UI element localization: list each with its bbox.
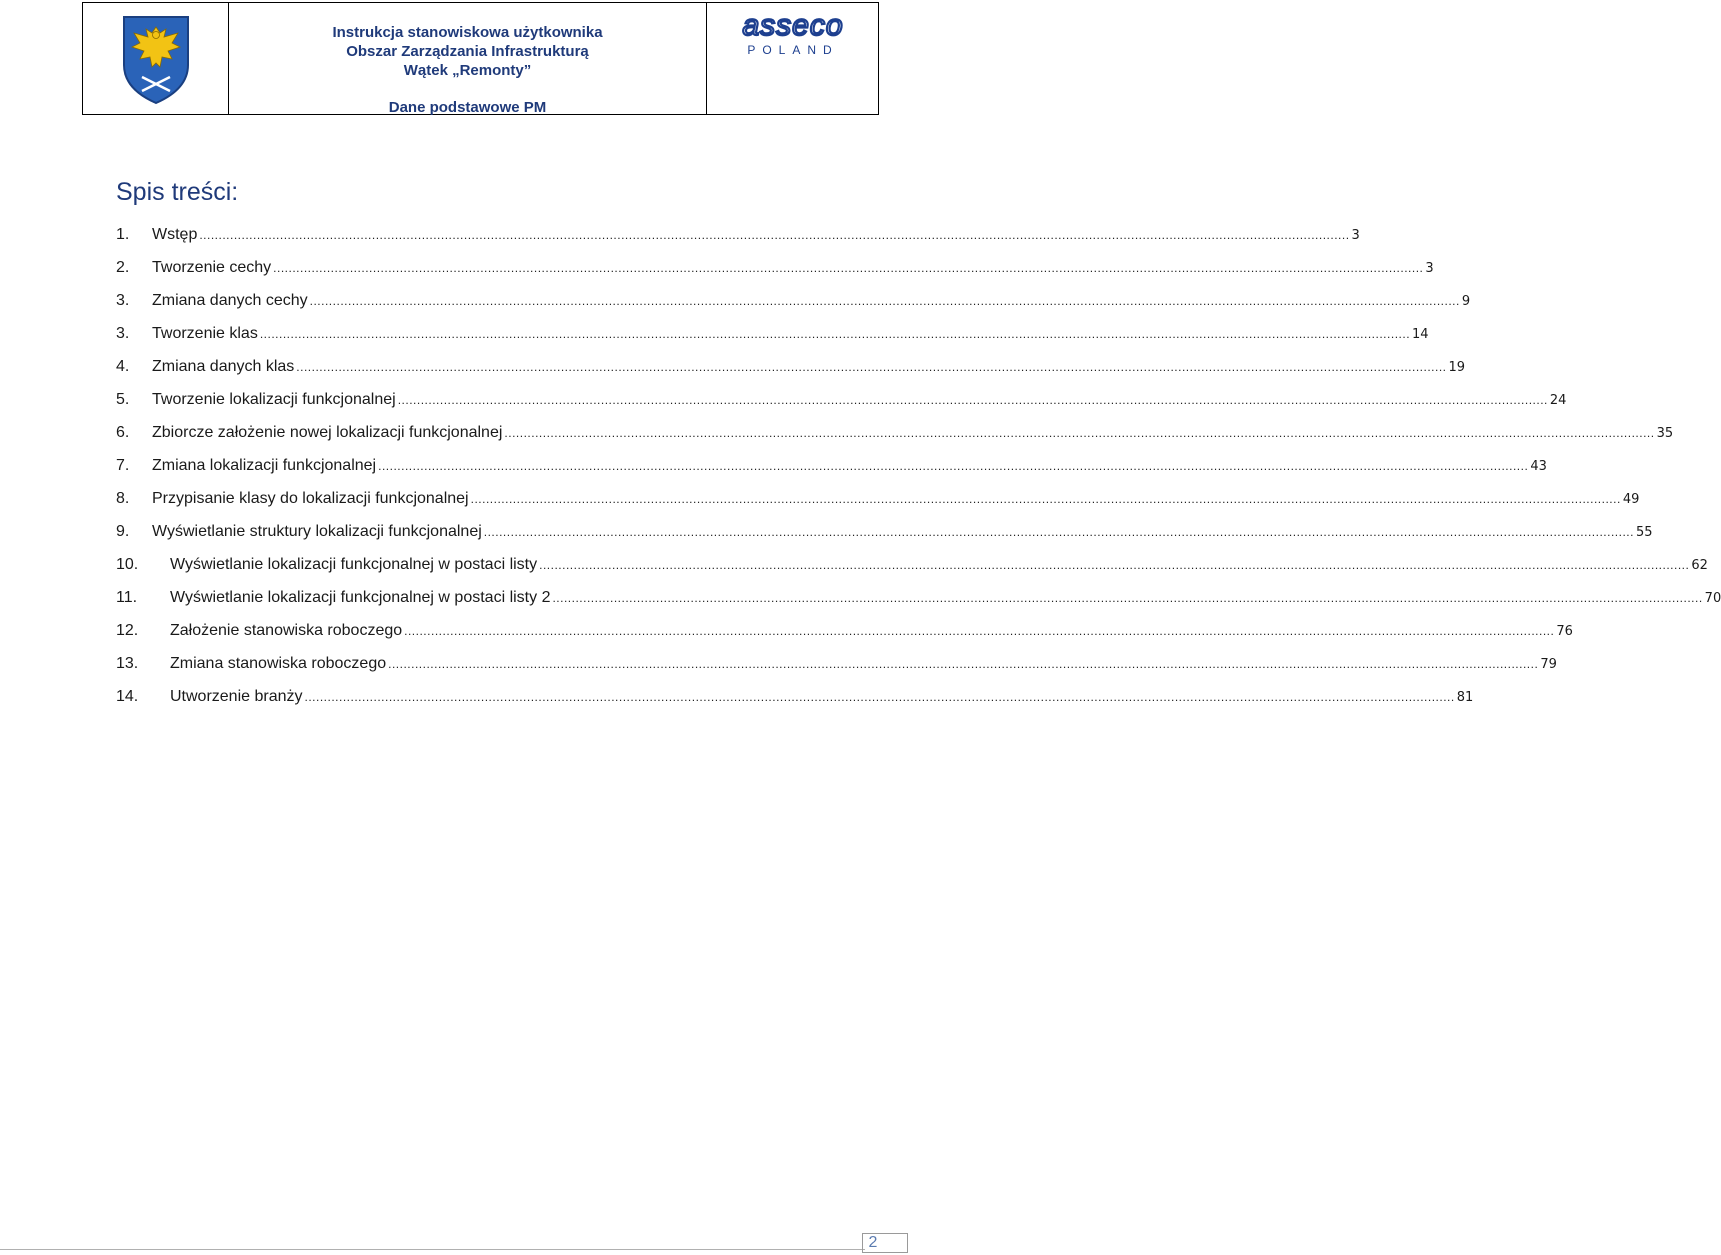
toc-entry-number: 9. (116, 523, 130, 540)
toc-entry-label: Zmiana stanowiska roboczego (170, 655, 387, 672)
toc-entry-label: Zmiana danych cechy (152, 292, 308, 309)
toc-entry[interactable] (116, 224, 1360, 246)
footer-divider (0, 1249, 865, 1250)
toc-entry-page: 70 (1704, 591, 1721, 606)
toc-entry-page: 24 (1549, 393, 1567, 408)
toc-entry-label: Tworzenie klas (152, 325, 258, 342)
toc-entry-leader: ............................................................................................................................................................................................................................................................................................................ (199, 228, 1350, 242)
toc-entry-page: 81 (1456, 690, 1474, 705)
coat-of-arms-eagle-icon (120, 13, 192, 105)
toc-entry-label: Tworzenie lokalizacji funkcjonalnej (152, 391, 396, 408)
toc-entry[interactable] (116, 290, 1471, 312)
toc-entry-number: 6. (116, 424, 130, 441)
toc-entry-leader: ............................................................................................................................................................................................................................................................................................................ (504, 426, 1655, 440)
toc-entry-page: 79 (1540, 657, 1557, 672)
toc-entry-label: Wyświetlanie lokalizacji funkcjonalnej w postaci listy (170, 556, 538, 573)
toc-entry-number: 13. (116, 655, 139, 672)
toc-entry-leader: ............................................................................................................................................................................................................................................................................................................ (539, 558, 1690, 572)
toc-entry-label: Przypisanie klasy do lokalizacji funkcjonalnej (152, 490, 469, 507)
toc-entry-label: Założenie stanowiska roboczego (170, 622, 403, 639)
toc-entry[interactable] (116, 521, 1653, 543)
toc-entry-number: 3. (116, 325, 130, 342)
toc-entry-number: 5. (116, 391, 130, 408)
toc-entry-number: 2. (116, 259, 130, 276)
toc-entry-label: Zmiana danych klas (152, 358, 295, 375)
toc-entry-leader: ............................................................................................................................................................................................................................................................................................................ (470, 492, 1621, 506)
header-line-4: Dane podstawowe PM (388, 99, 547, 116)
asseco-logo-subtext: POLAND (747, 43, 839, 57)
toc-entry-label: Zbiorcze założenie nowej lokalizacji funkcjonalnej (152, 424, 503, 441)
toc-entry-number: 1. (116, 226, 130, 243)
toc-entry-leader: ............................................................................................................................................................................................................................................................................................................ (388, 657, 1539, 671)
toc-entry-label: Wyświetlanie struktury lokalizacji funkcjonalnej (152, 523, 482, 540)
toc-entry-leader: ............................................................................................................................................................................................................................................................................................................ (304, 690, 1455, 704)
toc-entry-page: 62 (1691, 558, 1708, 573)
toc-title: Spis treści: (116, 178, 239, 206)
header-logo-cell (707, 3, 878, 114)
toc-entry-leader: ............................................................................................................................................................................................................................................................................................................ (552, 591, 1703, 605)
toc-entry-label: Utworzenie branży (170, 688, 303, 705)
toc-entry[interactable] (116, 422, 1674, 444)
toc-entry-number: 14. (116, 688, 139, 705)
header-line-1: Instrukcja stanowiskowa użytkownika (332, 24, 603, 41)
toc-entry-page: 49 (1622, 492, 1640, 507)
toc-entry[interactable] (116, 323, 1429, 345)
toc-entry-page: 43 (1530, 459, 1547, 474)
toc-entry-leader: ............................................................................................................................................................................................................................................................................................................ (296, 360, 1447, 374)
toc-entry[interactable] (116, 488, 1640, 510)
toc-entry-number: 3. (116, 292, 130, 309)
toc-entry-leader: ............................................................................................................................................................................................................................................................................................................ (259, 327, 1411, 341)
toc-entry-label: Tworzenie cechy (152, 259, 272, 276)
toc-entry-leader: ............................................................................................................................................................................................................................................................................................................ (309, 294, 1460, 308)
page-header (82, 2, 879, 115)
toc-entry[interactable] (116, 257, 1434, 279)
toc-entry[interactable] (116, 653, 1557, 675)
header-line-2: Obszar Zarządzania Infrastrukturą (346, 43, 589, 60)
asseco-logo-text: asseco (742, 9, 844, 42)
toc-entry-page: 3 (1425, 261, 1434, 276)
toc-entry[interactable] (116, 554, 1708, 576)
toc-entry-number: 8. (116, 490, 130, 507)
toc-entry-page: 14 (1412, 327, 1429, 342)
toc-entry[interactable] (116, 389, 1567, 411)
header-left-cell (83, 3, 229, 114)
toc-entry-page: 9 (1461, 294, 1471, 309)
toc-entry-number: 11. (116, 589, 138, 606)
toc-entry-leader: ............................................................................................................................................................................................................................................................................................................ (404, 624, 1555, 638)
asseco-logo (707, 7, 878, 67)
toc-entry-page: 3 (1351, 228, 1360, 243)
toc-entry-label: Zmiana lokalizacji funkcjonalnej (152, 457, 377, 474)
toc-entry-leader: ............................................................................................................................................................................................................................................................................................................ (378, 459, 1529, 473)
toc-entry[interactable] (116, 686, 1474, 708)
toc-entry-page: 35 (1656, 426, 1674, 441)
toc-entry-number: 7. (116, 457, 130, 474)
toc-entry-leader: ............................................................................................................................................................................................................................................................................................................ (397, 393, 1548, 407)
header-line-3: Wątek „Remonty” (403, 62, 532, 79)
toc-entry-page: 19 (1448, 360, 1466, 375)
toc-entry-page: 55 (1635, 525, 1653, 540)
toc-entry[interactable] (116, 620, 1573, 642)
toc-entry-leader: ............................................................................................................................................................................................................................................................................................................ (273, 261, 1424, 275)
toc-entry-number: 10. (116, 556, 139, 573)
toc-entry-label: Wyświetlanie lokalizacji funkcjonalnej w postaci listy 2 (170, 589, 551, 606)
toc-entry-page: 76 (1556, 624, 1573, 639)
toc-entry[interactable] (116, 587, 1721, 609)
toc-entry[interactable] (116, 455, 1547, 477)
toc-entry-label: Wstęp (152, 226, 198, 243)
toc-entry-number: 4. (116, 358, 130, 375)
toc-entry-leader: ............................................................................................................................................................................................................................................................................................................ (483, 525, 1634, 539)
toc-entry-number: 12. (116, 622, 139, 639)
toc-entry[interactable] (116, 356, 1466, 378)
page-number: 2 (868, 1234, 878, 1251)
header-title-cell (229, 3, 707, 114)
